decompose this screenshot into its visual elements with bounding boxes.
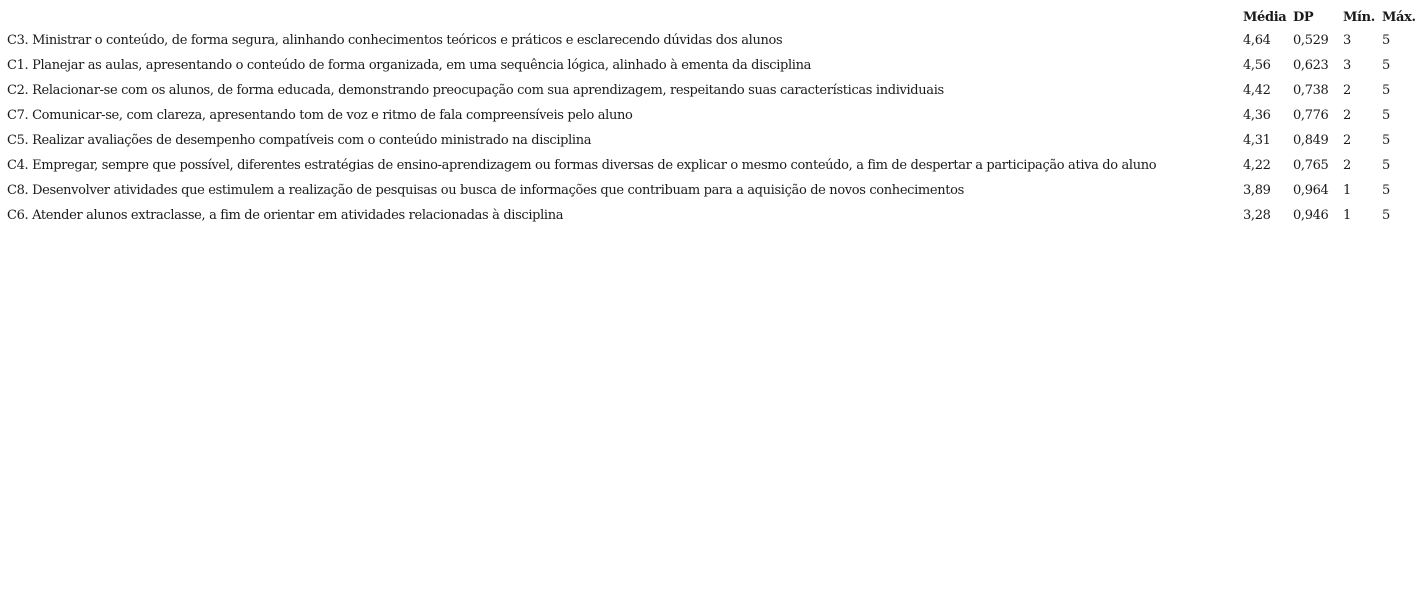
row-dp: 0,964 — [1293, 183, 1329, 198]
row-min: 1 — [1343, 208, 1351, 223]
row-media: 3,28 — [1243, 208, 1271, 223]
row-media: 4,42 — [1243, 83, 1271, 98]
row-max: 5 — [1382, 208, 1390, 223]
row-label: C4. Empregar, sempre que possível, diferentes estratégias de ensino-aprendizagem ou formas diversas de explicar o mesmo conteúdo, a fim de despertar a participação ativa do aluno — [7, 158, 1157, 173]
row-min: 2 — [1343, 133, 1351, 148]
row-max: 5 — [1382, 108, 1390, 123]
row-dp: 0,849 — [1293, 133, 1329, 148]
row-media: 3,89 — [1243, 183, 1271, 198]
table-row — [3, 153, 1420, 178]
row-label: C8. Desenvolver atividades que estimulem a realização de pesquisas ou busca de informações que contribuam para a aquisição de novos conhecimentos — [7, 183, 964, 198]
header-dp: DP — [1293, 9, 1314, 25]
row-max: 5 — [1382, 133, 1390, 148]
table-row — [3, 78, 1420, 103]
row-min: 2 — [1343, 158, 1351, 173]
row-max: 5 — [1382, 158, 1390, 173]
row-min: 1 — [1343, 183, 1351, 198]
row-media: 4,31 — [1243, 133, 1271, 148]
row-label: C7. Comunicar-se, com clareza, apresentando tom de voz e ritmo de fala compreensíveis pelo aluno — [7, 108, 633, 123]
table-row — [3, 128, 1420, 153]
row-label: C2. Relacionar-se com os alunos, de forma educada, demonstrando preocupação com sua aprendizagem, respeitando suas características individuais — [7, 83, 944, 98]
table-row — [3, 203, 1420, 228]
row-dp: 0,623 — [1293, 58, 1329, 73]
row-label: C3. Ministrar o conteúdo, de forma segura, alinhando conhecimentos teóricos e práticos e esclarecendo dúvidas dos alunos — [7, 33, 783, 48]
row-media: 4,64 — [1243, 33, 1271, 48]
header-min: Mín. — [1343, 9, 1375, 25]
table-row — [3, 178, 1420, 203]
table-row — [3, 53, 1420, 78]
row-min: 3 — [1343, 58, 1351, 73]
row-label: C1. Planejar as aulas, apresentando o conteúdo de forma organizada, em uma sequência lógica, alinhado à ementa da disciplina — [7, 58, 812, 73]
row-dp: 0,765 — [1293, 158, 1329, 173]
table-row — [3, 103, 1420, 128]
row-max: 5 — [1382, 183, 1390, 198]
row-label: C5. Realizar avaliações de desempenho compatíveis com o conteúdo ministrado na disciplina — [7, 133, 592, 148]
row-min: 2 — [1343, 83, 1351, 98]
header-row — [3, 6, 1420, 28]
table-row — [3, 28, 1420, 53]
row-max: 5 — [1382, 33, 1390, 48]
row-media: 4,36 — [1243, 108, 1271, 123]
row-dp: 0,738 — [1293, 83, 1329, 98]
row-label: C6. Atender alunos extraclasse, a fim de orientar em atividades relacionadas à disciplina — [7, 208, 564, 223]
header-label — [3, 6, 1239, 28]
row-dp: 0,776 — [1293, 108, 1329, 123]
statistics-table — [3, 6, 1420, 228]
header-max: Máx. — [1382, 9, 1416, 25]
row-dp: 0,529 — [1293, 33, 1329, 48]
header-media: Média — [1243, 9, 1287, 25]
row-media: 4,56 — [1243, 58, 1271, 73]
row-min: 3 — [1343, 33, 1351, 48]
row-min: 2 — [1343, 108, 1351, 123]
row-max: 5 — [1382, 58, 1390, 73]
row-dp: 0,946 — [1293, 208, 1329, 223]
row-max: 5 — [1382, 83, 1390, 98]
row-media: 4,22 — [1243, 158, 1271, 173]
